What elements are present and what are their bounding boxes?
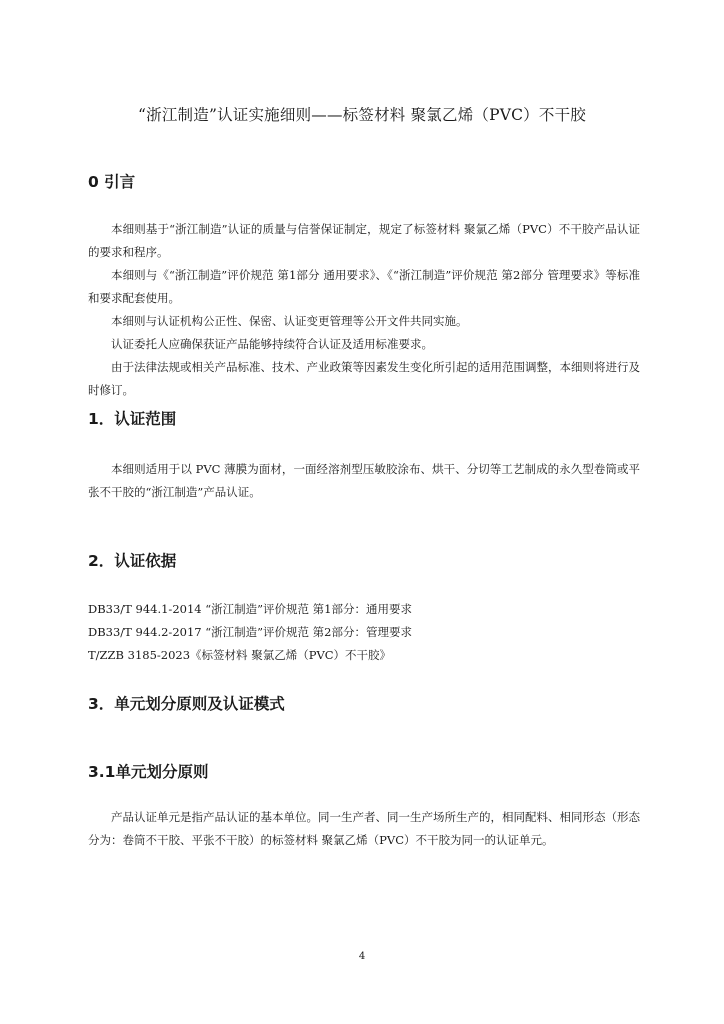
scope-paragraph: 本细则适用于以 PVC 薄膜为面材，一面经溶剂型压敏胶涂布、烘干、分切等工艺制成的永久型卷筒或平张不干胶的“浙江制造”产品认证。	[88, 462, 640, 499]
intro-paragraph: 本细则基于“浙江制造”认证的质量与信誉保证制定，规定了标签材料 聚氯乙烯（PVC）不干胶产品认证的要求和程序。	[88, 222, 640, 259]
intro-paragraph: 认证委托人应确保获证产品能够持续符合认证及适用标准要求。	[111, 337, 433, 351]
page-number: 4	[358, 951, 366, 962]
section-heading-basis: 2．认证依据	[88, 552, 177, 570]
unit-principle-body	[88, 806, 640, 852]
reference-item: T/ZZB 3185-2023《标签材料 聚氯乙烯（PVC）不干胶》	[88, 648, 392, 662]
section-heading-units: 3．单元划分原则及认证模式	[88, 695, 285, 713]
intro-body	[88, 218, 640, 402]
scope-body	[88, 458, 640, 504]
section-heading-scope: 1．认证范围	[88, 410, 177, 428]
subsection-heading-unit-principle: 3.1单元划分原则	[88, 763, 209, 781]
intro-paragraph: 本细则与《“浙江制造”评价规范 第1部分 通用要求》、《“浙江制造”评价规范 第2部分 管理要求》等标准和要求配套使用。	[88, 268, 640, 305]
section-heading-intro: 0 引言	[88, 173, 136, 191]
reference-list	[88, 598, 640, 667]
intro-paragraph: 由于法律法规或相关产品标准、技术、产业政策等因素发生变化所引起的适用范围调整，本细则将进行及时修订。	[88, 360, 640, 397]
document-title: “浙江制造”认证实施细则——标签材料 聚氯乙烯（PVC）不干胶	[138, 106, 586, 124]
reference-item: DB33/T 944.2-2017 “浙江制造”评价规范 第2部分：管理要求	[88, 625, 412, 639]
intro-paragraph: 本细则与认证机构公正性、保密、认证变更管理等公开文件共同实施。	[111, 314, 468, 328]
unit-principle-paragraph: 产品认证单元是指产品认证的基本单位。同一生产者、同一生产场所生产的，相同配料、相同形态（形态分为：卷筒不干胶、平张不干胶）的标签材料 聚氯乙烯（PVC）不干胶为同一的认证单元。	[88, 810, 640, 847]
reference-item: DB33/T 944.1-2014 “浙江制造”评价规范 第1部分：通用要求	[88, 602, 412, 616]
